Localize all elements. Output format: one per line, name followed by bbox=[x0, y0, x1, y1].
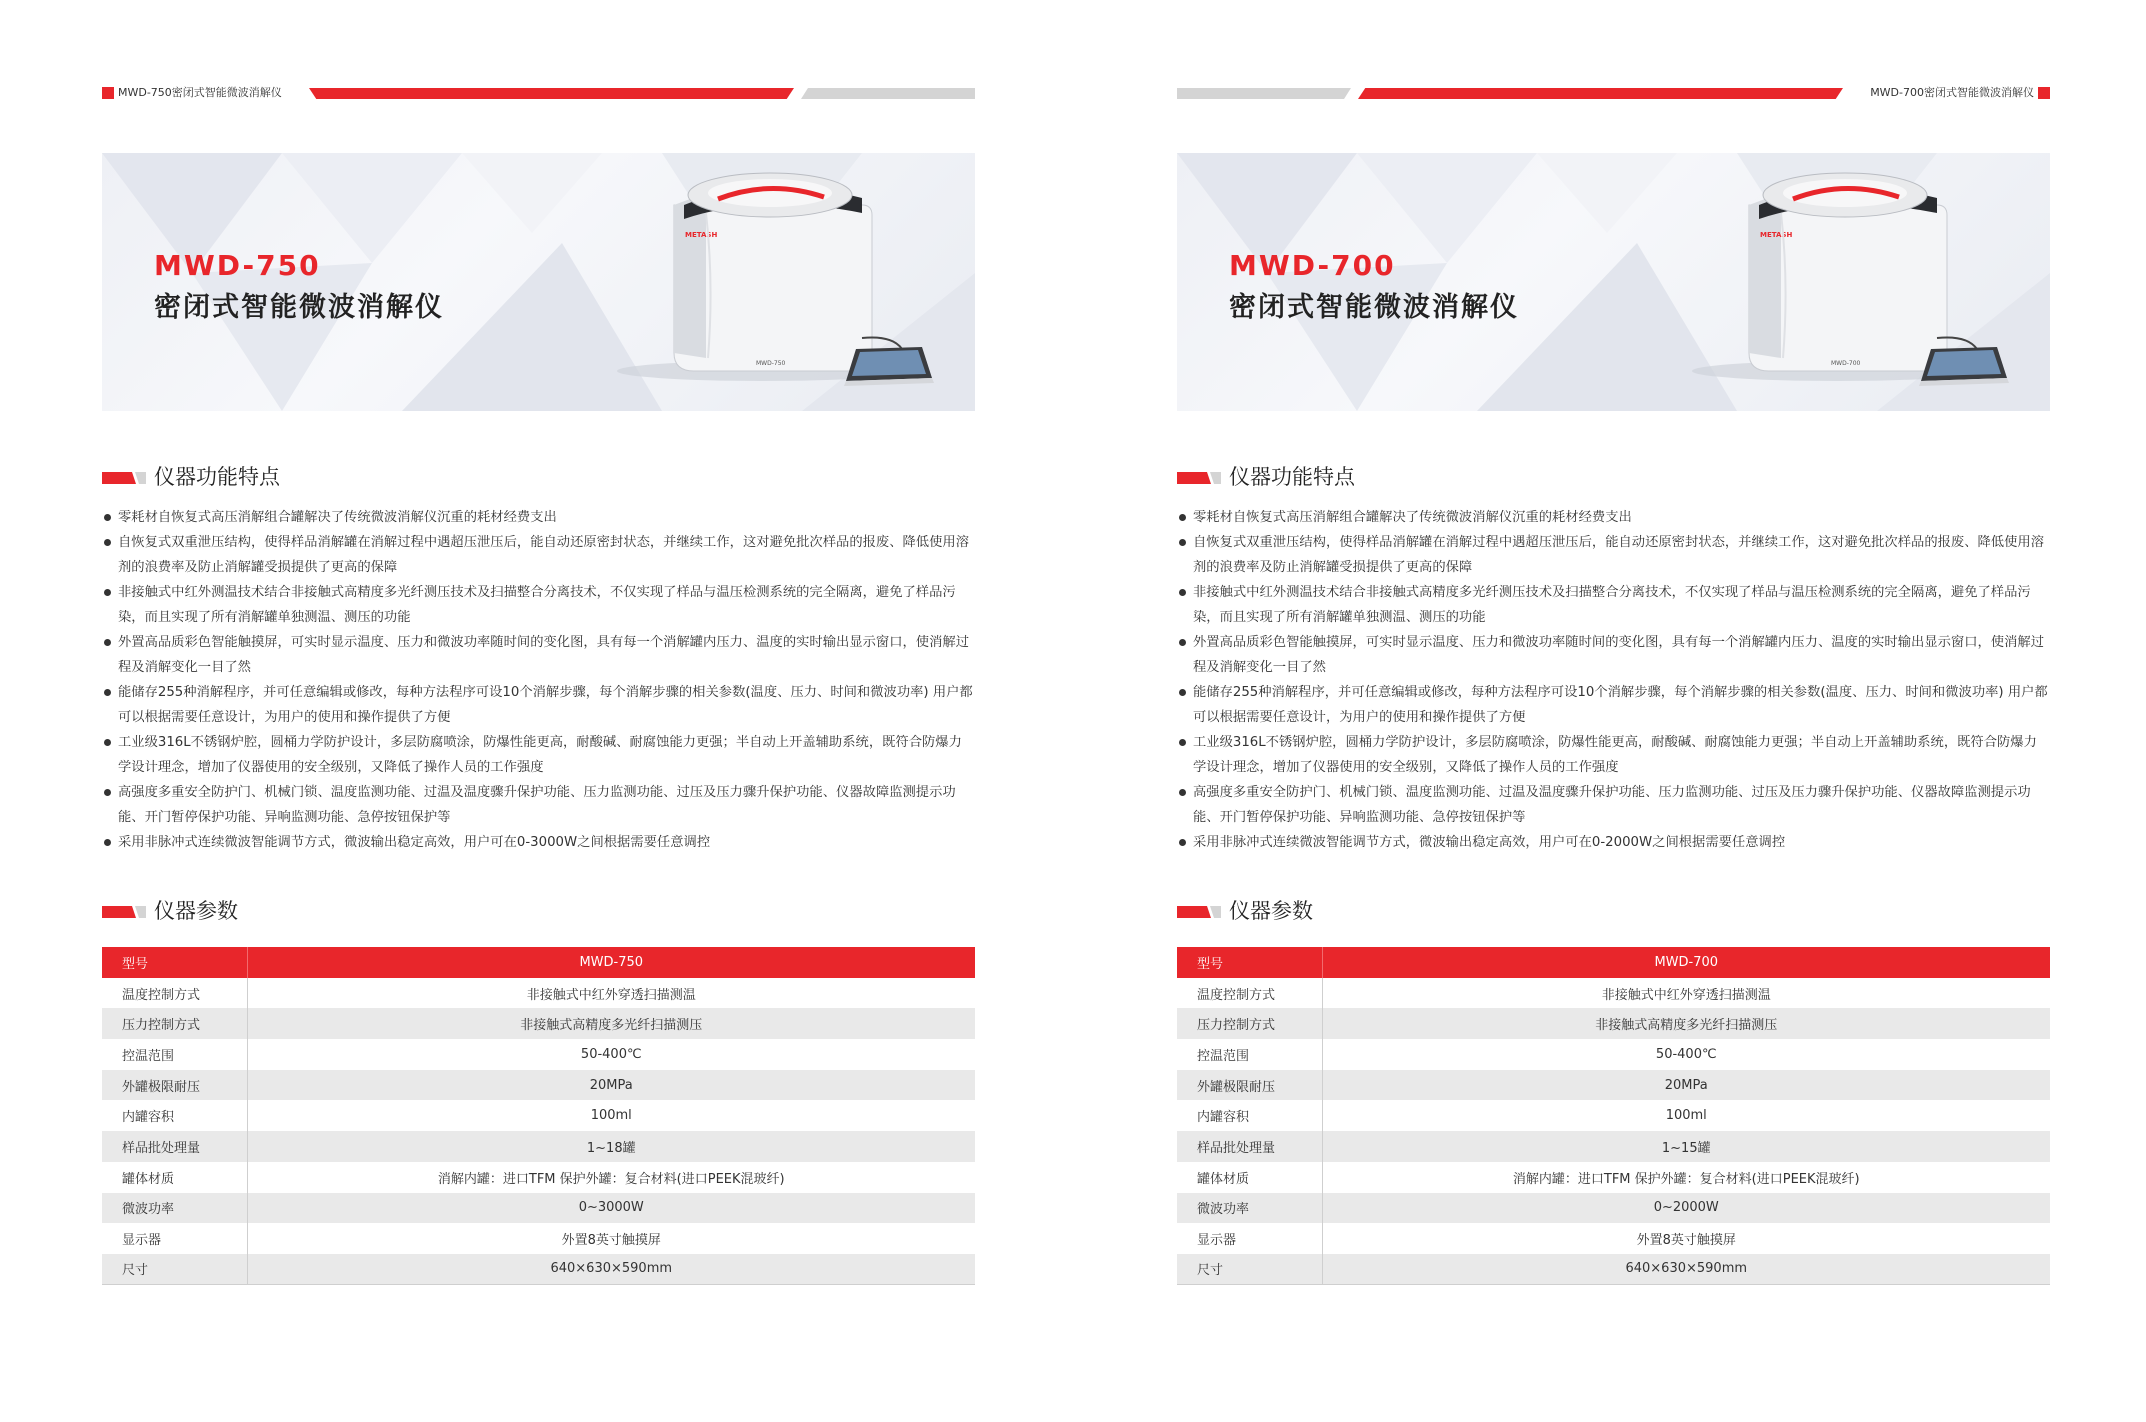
brand-logo: METASH bbox=[1760, 231, 1793, 239]
banner-model: MWD-700 bbox=[1229, 249, 1396, 282]
table-row bbox=[1177, 1223, 2050, 1254]
section-marker-icon bbox=[1177, 906, 1221, 918]
param-key: 控温范围 bbox=[1177, 1039, 1322, 1070]
param-key: 样品批处理量 bbox=[1177, 1131, 1322, 1162]
table-row bbox=[102, 1100, 975, 1131]
features-list bbox=[102, 505, 975, 855]
feature-item: 零耗材自恢复式高压消解组合罐解决了传统微波消解仪沉重的耗材经费支出 bbox=[1177, 505, 2050, 530]
page-left bbox=[102, 0, 975, 1422]
param-value: 20MPa bbox=[247, 1070, 975, 1101]
param-key: 罐体材质 bbox=[1177, 1162, 1322, 1193]
param-value: 外置8英寸触摸屏 bbox=[247, 1223, 975, 1254]
table-row bbox=[1177, 1131, 2050, 1162]
feature-item: 高强度多重安全防护门、机械门锁、温度监测功能、过温及温度骤升保护功能、压力监测功能、过压及压力骤升保护功能、仪器故障监测提示功能、开门暂停保护功能、异响监测功能、急停按钮保护等 bbox=[1177, 780, 2050, 830]
param-value: 50-400℃ bbox=[1322, 1039, 2050, 1070]
table-row bbox=[1177, 1100, 2050, 1131]
feature-item: 外置高品质彩色智能触摸屏，可实时显示温度、压力和微波功率随时间的变化图，具有每一个消解罐内压力、温度的实时输出显示窗口，使消解过程及消解变化一目了然 bbox=[1177, 630, 2050, 680]
param-value: 100ml bbox=[247, 1100, 975, 1131]
page-right bbox=[1177, 0, 2050, 1422]
params-table bbox=[1177, 947, 2050, 1285]
params-heading: 仪器参数 bbox=[154, 899, 238, 923]
param-value: 640×630×590mm bbox=[247, 1254, 975, 1285]
instrument-image bbox=[102, 153, 975, 411]
feature-item: 自恢复式双重泄压结构，使得样品消解罐在消解过程中遇超压泄压后，能自动还原密封状态，并继续工作，这对避免批次样品的报废、降低使用溶剂的浪费率及防止消解罐受损提供了更高的保障 bbox=[1177, 530, 2050, 580]
table-row bbox=[102, 978, 975, 1009]
device-plate-label: MWD-750 bbox=[756, 360, 786, 367]
table-row bbox=[1177, 947, 2050, 978]
table-row bbox=[1177, 1162, 2050, 1193]
param-value: 非接触式高精度多光纤扫描测压 bbox=[1322, 1008, 2050, 1039]
banner-product-name: 密闭式智能微波消解仪 bbox=[154, 292, 444, 323]
feature-item: 采用非脉冲式连续微波智能调节方式，微波输出稳定高效，用户可在0-3000W之间根据需要任意调控 bbox=[102, 830, 975, 855]
header-marker bbox=[2038, 87, 2050, 99]
section-marker-icon bbox=[102, 906, 146, 918]
param-key: 温度控制方式 bbox=[1177, 978, 1322, 1009]
param-value: 非接触式中红外穿透扫描测温 bbox=[247, 978, 975, 1009]
feature-item: 工业级316L不锈钢炉腔，圆桶力学防护设计，多层防腐喷涂，防爆性能更高，耐酸碱、耐腐蚀能力更强；半自动上开盖辅助系统，既符合防爆力学设计理念，增加了仪器使用的安全级别，又降低了操作人员的工作强度 bbox=[102, 730, 975, 780]
feature-item: 能储存255种消解程序，并可任意编辑或修改，每种方法程序可设10个消解步骤，每个消解步骤的相关参数(温度、压力、时间和微波功率) 用户都可以根据需要任意设计，为用户的使用和操作提供了方便 bbox=[1177, 680, 2050, 730]
table-row bbox=[102, 1162, 975, 1193]
feature-item: 能储存255种消解程序，并可任意编辑或修改，每种方法程序可设10个消解步骤，每个消解步骤的相关参数(温度、压力、时间和微波功率) 用户都可以根据需要任意设计，为用户的使用和操作提供了方便 bbox=[102, 680, 975, 730]
param-key: 内罐容积 bbox=[1177, 1100, 1322, 1131]
param-value: 非接触式中红外穿透扫描测温 bbox=[1322, 978, 2050, 1009]
param-key: 外罐极限耐压 bbox=[102, 1070, 247, 1101]
table-row bbox=[1177, 1008, 2050, 1039]
header-label: MWD-750密闭式智能微波消解仪 bbox=[118, 86, 282, 99]
table-row bbox=[102, 1131, 975, 1162]
param-value: 1~15罐 bbox=[1322, 1131, 2050, 1162]
param-key: 压力控制方式 bbox=[1177, 1008, 1322, 1039]
param-value: 20MPa bbox=[1322, 1070, 2050, 1101]
banner-model: MWD-750 bbox=[154, 249, 321, 282]
feature-item: 工业级316L不锈钢炉腔，圆桶力学防护设计，多层防腐喷涂，防爆性能更高，耐酸碱、耐腐蚀能力更强；半自动上开盖辅助系统，既符合防爆力学设计理念，增加了仪器使用的安全级别，又降低了操作人员的工作强度 bbox=[1177, 730, 2050, 780]
params-heading: 仪器参数 bbox=[1229, 899, 1313, 923]
table-row bbox=[1177, 1070, 2050, 1101]
param-key: 微波功率 bbox=[1177, 1193, 1322, 1224]
header-grey-stripe bbox=[1177, 88, 1351, 99]
device-plate-label: MWD-700 bbox=[1831, 360, 1861, 367]
section-marker-icon bbox=[1177, 472, 1221, 484]
table-row bbox=[1177, 978, 2050, 1009]
param-key: 显示器 bbox=[102, 1223, 247, 1254]
features-list bbox=[1177, 505, 2050, 855]
table-row bbox=[1177, 1039, 2050, 1070]
param-key: 样品批处理量 bbox=[102, 1131, 247, 1162]
param-key: 尺寸 bbox=[1177, 1254, 1322, 1285]
page-header bbox=[102, 86, 975, 100]
table-row bbox=[102, 1223, 975, 1254]
param-key: 罐体材质 bbox=[102, 1162, 247, 1193]
param-value: 1~18罐 bbox=[247, 1131, 975, 1162]
param-value: MWD-750 bbox=[247, 947, 975, 978]
feature-item: 自恢复式双重泄压结构，使得样品消解罐在消解过程中遇超压泄压后，能自动还原密封状态，并继续工作，这对避免批次样品的报废、降低使用溶剂的浪费率及防止消解罐受损提供了更高的保障 bbox=[102, 530, 975, 580]
header-grey-stripe bbox=[801, 88, 975, 99]
param-value: 0~3000W bbox=[247, 1193, 975, 1224]
header-red-stripe bbox=[309, 88, 794, 99]
features-heading: 仪器功能特点 bbox=[154, 465, 280, 489]
param-value: 640×630×590mm bbox=[1322, 1254, 2050, 1285]
feature-item: 采用非脉冲式连续微波智能调节方式，微波输出稳定高效，用户可在0-2000W之间根据需要任意调控 bbox=[1177, 830, 2050, 855]
header-red-stripe bbox=[1358, 88, 1843, 99]
param-key: 控温范围 bbox=[102, 1039, 247, 1070]
table-row bbox=[102, 1070, 975, 1101]
param-key: 外罐极限耐压 bbox=[1177, 1070, 1322, 1101]
feature-item: 零耗材自恢复式高压消解组合罐解决了传统微波消解仪沉重的耗材经费支出 bbox=[102, 505, 975, 530]
param-value: 消解内罐：进口TFM 保护外罐：复合材料(进口PEEK混玻纤) bbox=[247, 1162, 975, 1193]
param-value: 非接触式高精度多光纤扫描测压 bbox=[247, 1008, 975, 1039]
param-value: 100ml bbox=[1322, 1100, 2050, 1131]
param-value: MWD-700 bbox=[1322, 947, 2050, 978]
features-heading: 仪器功能特点 bbox=[1229, 465, 1355, 489]
param-key: 型号 bbox=[1177, 947, 1322, 978]
banner-product-name: 密闭式智能微波消解仪 bbox=[1229, 292, 1519, 323]
param-value: 外置8英寸触摸屏 bbox=[1322, 1223, 2050, 1254]
instrument-image bbox=[1177, 153, 2050, 411]
feature-item: 非接触式中红外测温技术结合非接触式高精度多光纤测压技术及扫描整合分离技术，不仅实现了样品与温压检测系统的完全隔离，避免了样品污染，而且实现了所有消解罐单独测温、测压的功能 bbox=[102, 580, 975, 630]
params-table bbox=[102, 947, 975, 1285]
header-marker bbox=[102, 87, 114, 99]
brand-logo: METASH bbox=[685, 231, 718, 239]
feature-item: 高强度多重安全防护门、机械门锁、温度监测功能、过温及温度骤升保护功能、压力监测功能、过压及压力骤升保护功能、仪器故障监测提示功能、开门暂停保护功能、异响监测功能、急停按钮保护等 bbox=[102, 780, 975, 830]
table-row bbox=[102, 1193, 975, 1224]
param-value: 50-400℃ bbox=[247, 1039, 975, 1070]
product-banner bbox=[102, 153, 975, 411]
table-row bbox=[1177, 1193, 2050, 1224]
param-key: 显示器 bbox=[1177, 1223, 1322, 1254]
table-row bbox=[102, 1039, 975, 1070]
param-value: 0~2000W bbox=[1322, 1193, 2050, 1224]
param-key: 微波功率 bbox=[102, 1193, 247, 1224]
param-key: 内罐容积 bbox=[102, 1100, 247, 1131]
table-row bbox=[102, 947, 975, 978]
param-value: 消解内罐：进口TFM 保护外罐：复合材料(进口PEEK混玻纤) bbox=[1322, 1162, 2050, 1193]
feature-item: 非接触式中红外测温技术结合非接触式高精度多光纤测压技术及扫描整合分离技术，不仅实现了样品与温压检测系统的完全隔离，避免了样品污染，而且实现了所有消解罐单独测温、测压的功能 bbox=[1177, 580, 2050, 630]
param-key: 温度控制方式 bbox=[102, 978, 247, 1009]
product-banner bbox=[1177, 153, 2050, 411]
header-label: MWD-700密闭式智能微波消解仪 bbox=[1870, 86, 2034, 99]
param-key: 压力控制方式 bbox=[102, 1008, 247, 1039]
param-key: 尺寸 bbox=[102, 1254, 247, 1285]
feature-item: 外置高品质彩色智能触摸屏，可实时显示温度、压力和微波功率随时间的变化图，具有每一个消解罐内压力、温度的实时输出显示窗口，使消解过程及消解变化一目了然 bbox=[102, 630, 975, 680]
table-row bbox=[102, 1254, 975, 1285]
section-marker-icon bbox=[102, 472, 146, 484]
param-key: 型号 bbox=[102, 947, 247, 978]
table-row bbox=[102, 1008, 975, 1039]
table-row bbox=[1177, 1254, 2050, 1285]
page-header bbox=[1177, 86, 2050, 100]
